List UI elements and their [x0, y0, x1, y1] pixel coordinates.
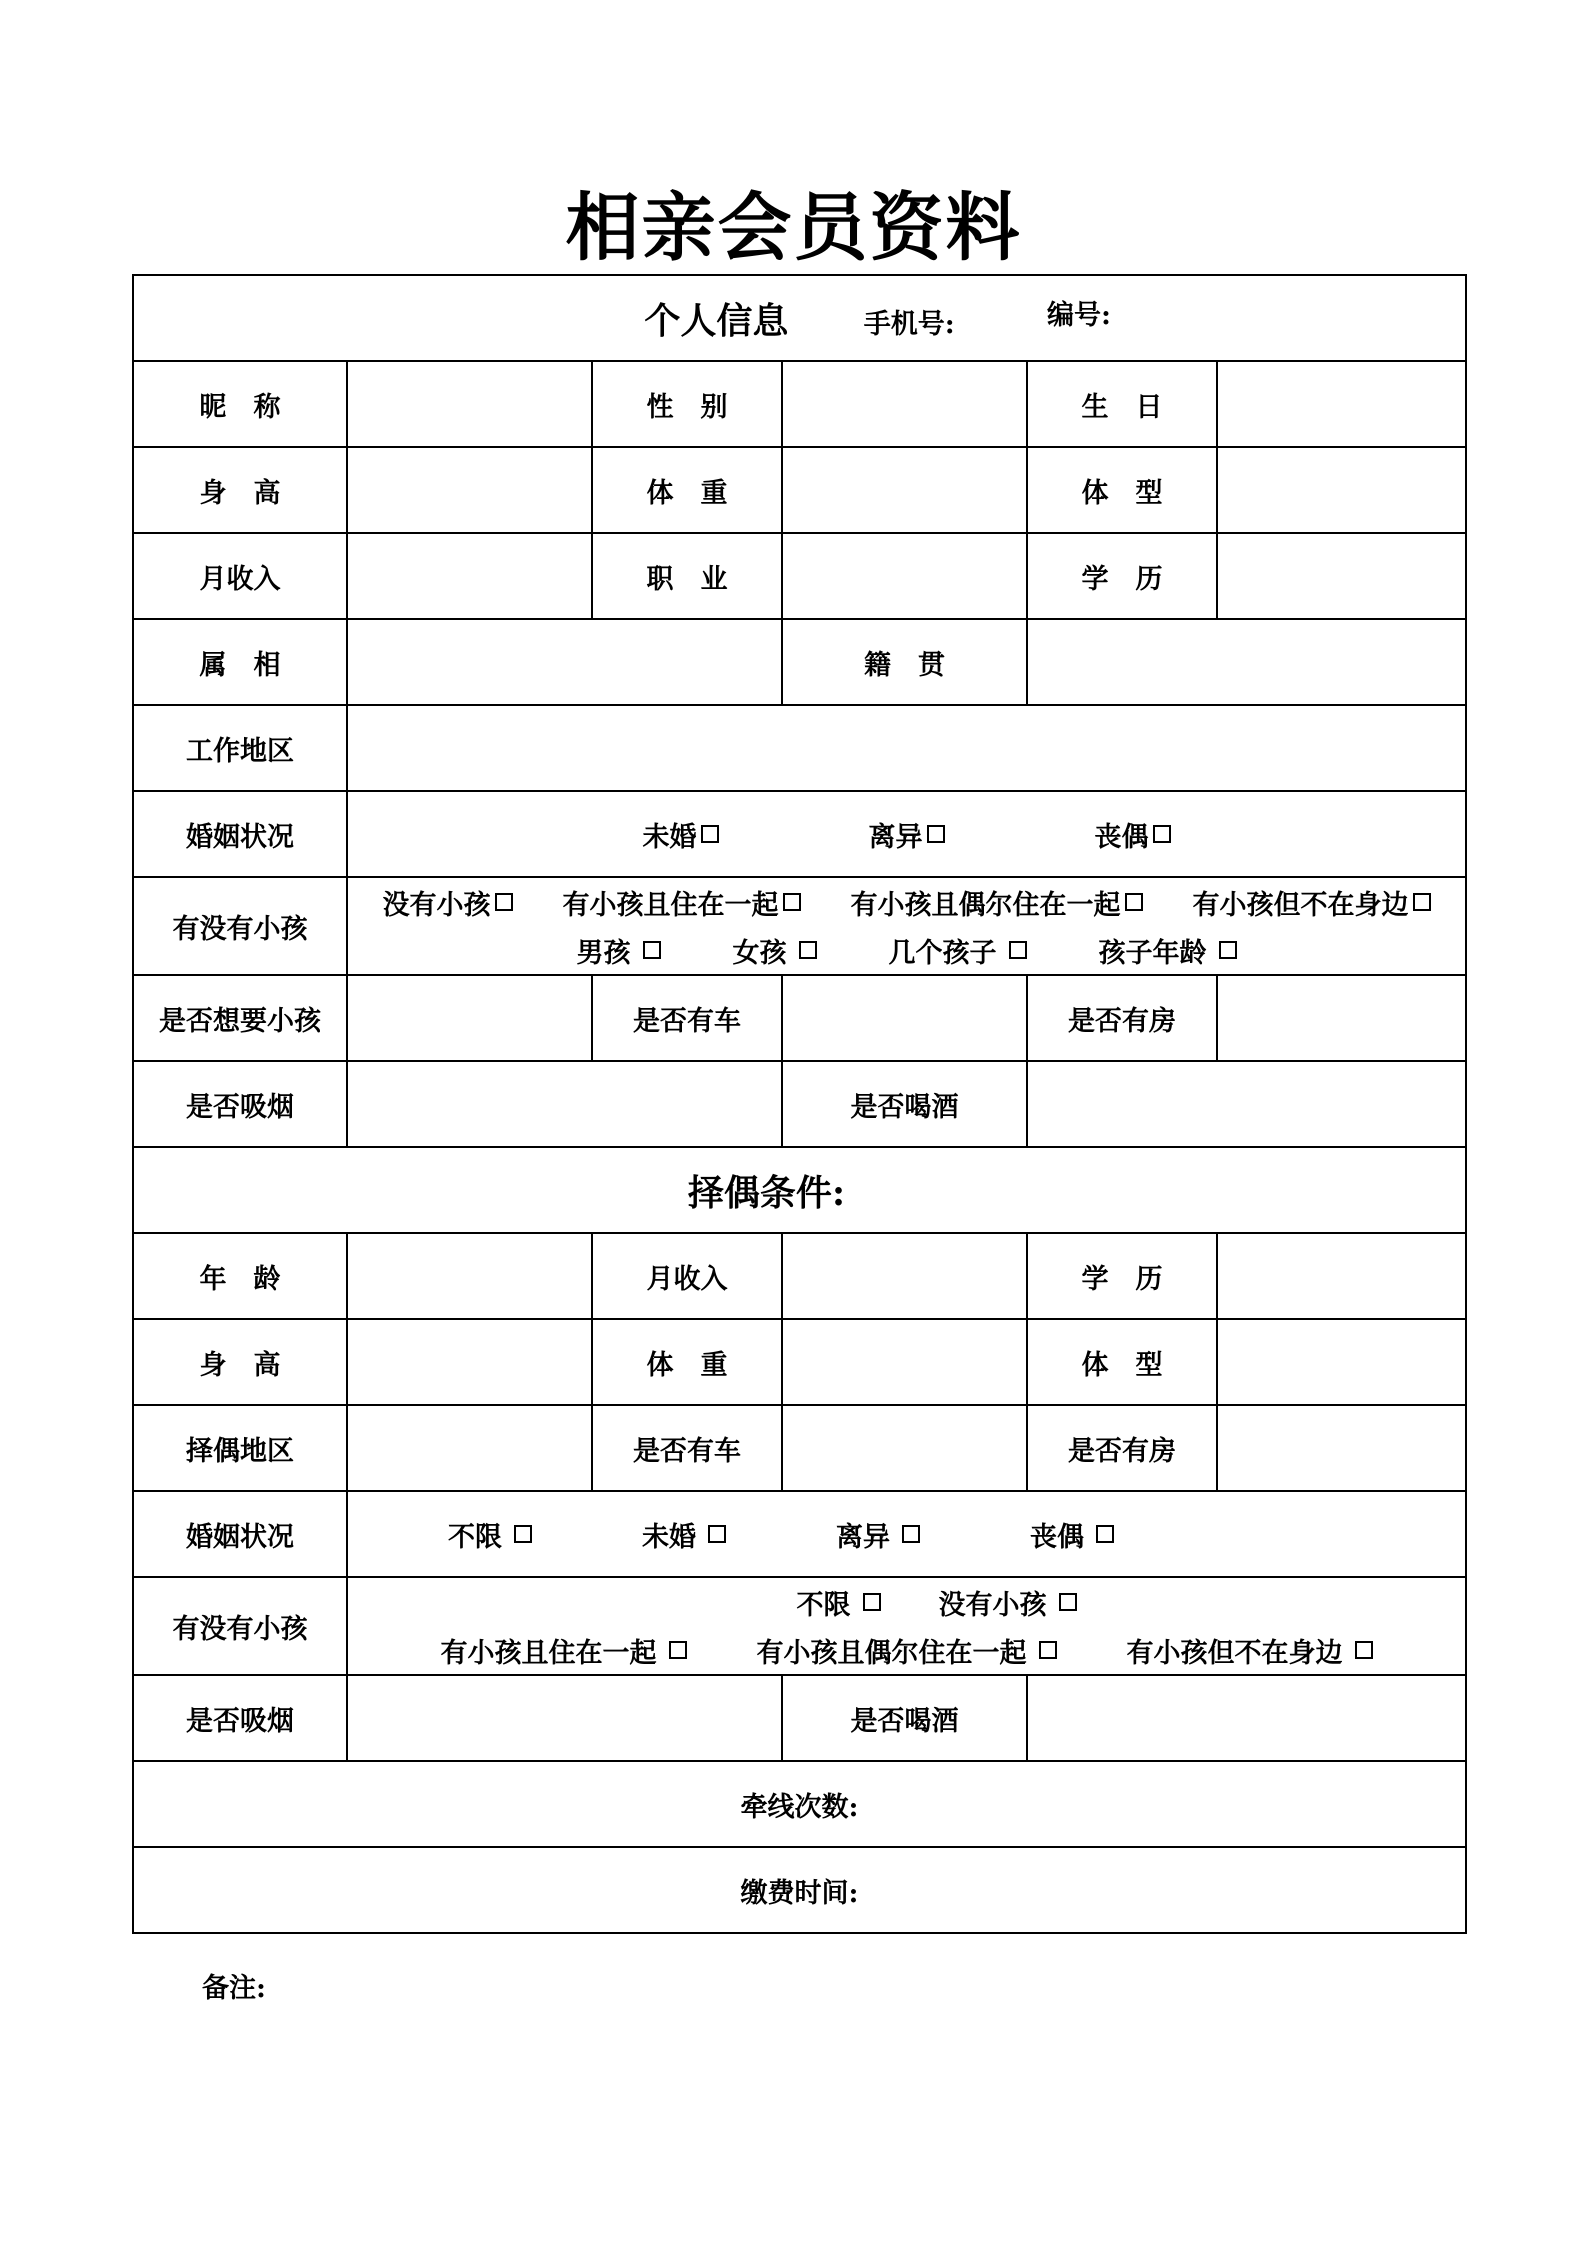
option-divorced[interactable]	[869, 815, 945, 854]
partner-body-type-label: 体 型	[1027, 1319, 1217, 1405]
option-children-not-nearby[interactable]	[1193, 883, 1431, 922]
checkbox[interactable]	[1153, 825, 1171, 843]
option-children-sometimes[interactable]	[851, 883, 1143, 922]
matchmaking-count-row[interactable]	[133, 1761, 1466, 1847]
drinking-field[interactable]	[1027, 1061, 1466, 1147]
partner-height-label: 身 高	[133, 1319, 347, 1405]
marital-status-options	[347, 791, 1466, 877]
option-label: 有小孩且偶尔住在一起	[850, 889, 1121, 921]
option-label: 有小孩且住在一起	[562, 889, 779, 921]
partner-income-label: 月收入	[592, 1233, 782, 1319]
option-label: 丧偶	[1030, 1521, 1084, 1553]
body-type-field[interactable]	[1217, 447, 1466, 533]
option-no-children[interactable]	[939, 1583, 1077, 1622]
origin-field[interactable]	[1027, 619, 1466, 705]
checkbox[interactable]	[495, 893, 513, 911]
option-widowed[interactable]	[1030, 1515, 1114, 1554]
monthly-income-label: 月收入	[133, 533, 347, 619]
option-label: 没有小孩	[382, 889, 491, 921]
weight-field[interactable]	[782, 447, 1027, 533]
personal-info-title: 个人信息	[644, 299, 789, 342]
checkbox[interactable]	[927, 825, 945, 843]
payment-time-row[interactable]	[133, 1847, 1466, 1933]
option-label: 有小孩但不在身边	[1126, 1637, 1343, 1669]
checkbox[interactable]	[1413, 893, 1431, 911]
option-label: 有小孩且住在一起	[440, 1637, 657, 1669]
option-unmarried[interactable]	[643, 815, 719, 854]
weight-label: 体 重	[592, 447, 782, 533]
option-any[interactable]	[797, 1583, 881, 1622]
option-children-age[interactable]	[1099, 931, 1237, 970]
want-child-field[interactable]	[347, 975, 592, 1061]
checkbox[interactable]	[1009, 941, 1027, 959]
phone-label: 手机号:	[863, 308, 955, 340]
partner-requirements-header	[133, 1147, 1466, 1233]
option-girl[interactable]	[733, 931, 817, 970]
option-label: 未婚	[642, 821, 697, 853]
option-children-live-together[interactable]	[441, 1631, 687, 1670]
option-label: 不限	[796, 1589, 851, 1621]
has-car-field[interactable]	[782, 975, 1027, 1061]
option-divorced[interactable]	[836, 1515, 920, 1554]
option-label: 有小孩但不在身边	[1192, 889, 1409, 921]
checkbox[interactable]	[708, 1525, 726, 1543]
number-label: 编号:	[1047, 299, 1111, 331]
option-label: 孩子年龄	[1098, 937, 1207, 969]
option-label: 未婚	[642, 1521, 696, 1553]
partner-children-label: 有没有小孩	[133, 1577, 347, 1675]
has-car-label: 是否有车	[592, 975, 782, 1061]
option-children-not-nearby[interactable]	[1127, 1631, 1373, 1670]
education-label: 学 历	[1027, 533, 1217, 619]
checkbox[interactable]	[1355, 1641, 1373, 1659]
occupation-field[interactable]	[782, 533, 1027, 619]
option-number-of-children[interactable]	[889, 931, 1027, 970]
zodiac-label: 属 相	[133, 619, 347, 705]
option-label: 男孩	[576, 937, 631, 969]
option-label: 有小孩且偶尔住在一起	[756, 1637, 1027, 1669]
partner-area-field[interactable]	[347, 1405, 592, 1491]
birthday-label: 生 日	[1027, 361, 1217, 447]
drinking-label: 是否喝酒	[782, 1061, 1027, 1147]
has-house-label: 是否有房	[1027, 975, 1217, 1061]
checkbox[interactable]	[1125, 893, 1143, 911]
matchmaking-count-label: 牵线次数:	[740, 1791, 859, 1823]
marital-status-label: 婚姻状况	[133, 791, 347, 877]
occupation-label: 职 业	[592, 533, 782, 619]
monthly-income-field[interactable]	[347, 533, 592, 619]
birthday-field[interactable]	[1217, 361, 1466, 447]
partner-income-field[interactable]	[782, 1233, 1027, 1319]
partner-marital-options	[347, 1491, 1466, 1577]
option-label: 女孩	[732, 937, 787, 969]
has-house-field[interactable]	[1217, 975, 1466, 1061]
nickname-label: 昵 称	[133, 361, 347, 447]
work-area-field[interactable]	[347, 705, 1466, 791]
partner-weight-label: 体 重	[592, 1319, 782, 1405]
option-children-live-together[interactable]	[563, 883, 801, 922]
remarks-label: 备注:	[202, 1973, 266, 2004]
option-label: 没有小孩	[938, 1589, 1047, 1621]
partner-children-options	[347, 1577, 1466, 1675]
partner-height-field[interactable]	[347, 1319, 592, 1405]
checkbox[interactable]	[783, 893, 801, 911]
want-child-label: 是否想要小孩	[133, 975, 347, 1061]
origin-label: 籍 贯	[782, 619, 1027, 705]
personal-info-header	[133, 275, 1466, 361]
partner-marital-label: 婚姻状况	[133, 1491, 347, 1577]
option-widowed[interactable]	[1095, 815, 1171, 854]
checkbox[interactable]	[643, 941, 661, 959]
children-options	[347, 877, 1466, 975]
partner-age-label: 年 龄	[133, 1233, 347, 1319]
checkbox[interactable]	[514, 1525, 532, 1543]
checkbox[interactable]	[863, 1593, 881, 1611]
partner-has-house-field[interactable]	[1217, 1405, 1466, 1491]
partner-requirements-title: 择偶条件:	[687, 1171, 846, 1214]
payment-time-label: 缴费时间:	[740, 1877, 859, 1909]
height-label: 身 高	[133, 447, 347, 533]
height-field[interactable]	[347, 447, 592, 533]
option-label: 离异	[836, 1521, 890, 1553]
partner-drinking-field[interactable]	[1027, 1675, 1466, 1761]
checkbox[interactable]	[1096, 1525, 1114, 1543]
option-label: 几个孩子	[888, 937, 997, 969]
option-label: 不限	[448, 1521, 502, 1553]
partner-smoking-field[interactable]	[347, 1675, 782, 1761]
partner-body-type-field[interactable]	[1217, 1319, 1466, 1405]
gender-field[interactable]	[782, 361, 1027, 447]
partner-weight-field[interactable]	[782, 1319, 1027, 1405]
partner-has-car-field[interactable]	[782, 1405, 1027, 1491]
checkbox[interactable]	[799, 941, 817, 959]
checkbox[interactable]	[1219, 941, 1237, 959]
gender-label: 性 别	[592, 361, 782, 447]
smoking-label: 是否吸烟	[133, 1061, 347, 1147]
checkbox[interactable]	[701, 825, 719, 843]
partner-drinking-label: 是否喝酒	[782, 1675, 1027, 1761]
option-label: 丧偶	[1094, 821, 1149, 853]
body-type-label: 体 型	[1027, 447, 1217, 533]
option-boy[interactable]	[577, 931, 661, 970]
checkbox[interactable]	[669, 1641, 687, 1659]
member-form-table	[132, 274, 1467, 1934]
work-area-label: 工作地区	[133, 705, 347, 791]
checkbox[interactable]	[1039, 1641, 1057, 1659]
option-label: 离异	[868, 821, 923, 853]
partner-smoking-label: 是否吸烟	[133, 1675, 347, 1761]
page-title: 相亲会员资料	[565, 185, 1022, 271]
option-children-sometimes[interactable]	[757, 1631, 1057, 1670]
children-label: 有没有小孩	[133, 877, 347, 975]
checkbox[interactable]	[1059, 1593, 1077, 1611]
partner-has-house-label: 是否有房	[1027, 1405, 1217, 1491]
partner-area-label: 择偶地区	[133, 1405, 347, 1491]
nickname-field[interactable]	[347, 361, 592, 447]
option-no-children[interactable]	[383, 883, 513, 922]
zodiac-field[interactable]	[347, 619, 782, 705]
partner-has-car-label: 是否有车	[592, 1405, 782, 1491]
smoking-field[interactable]	[347, 1061, 782, 1147]
option-any[interactable]	[448, 1515, 532, 1554]
education-field[interactable]	[1217, 533, 1466, 619]
partner-age-field[interactable]	[347, 1233, 592, 1319]
partner-education-field[interactable]	[1217, 1233, 1466, 1319]
checkbox[interactable]	[902, 1525, 920, 1543]
option-unmarried[interactable]	[642, 1515, 726, 1554]
partner-education-label: 学 历	[1027, 1233, 1217, 1319]
